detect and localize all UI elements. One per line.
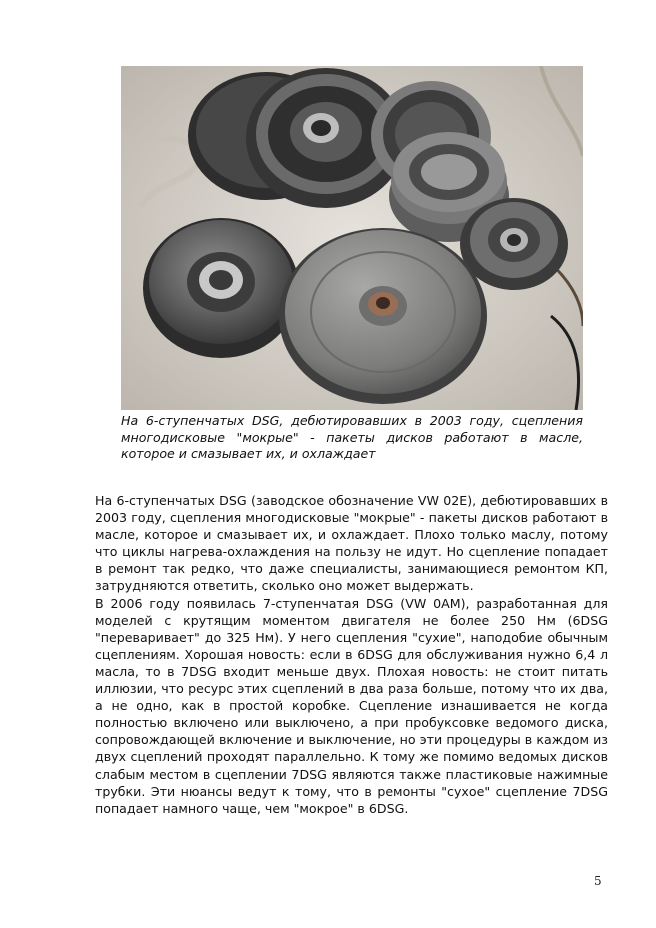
article-body <box>95 492 608 817</box>
clutch-photo <box>121 66 583 410</box>
paragraph-7dsg: В 2006 году появилась 7-ступенчатая DSG (VW 0AM), разработанная для моделей с крутящим моментом двигателя не более 250 Нм (6DSG "переваривает" до 325 Нм). У него сцепления "сухие", наподобие обычным сцеплениям. Хорошая новость: если в 6DSG для обслуживания нужно 6,4 л масла, то в 7DSG входит меньше двух. Плохая новость: не стоит питать иллюзии, что ресурс этих сцеплений в два раза больше, потому что их два, а не одно, как в простой коробке. Сцепление изнашивается не когда полностью включено или выключено, а при пробуксовке ведомого диска, сопровождающей включение и выключение, но эти процедуры в каждом из двух сцеплений проходят параллельно. К тому же помимо ведомых дисков слабым местом в сцеплении 7DSG являются также пластиковые нажимные трубки. Эти нюансы ведут к тому, что в ремонты "сухое" сцепление 7DSG попадает намного чаще, чем "мокрое" в 6DSG. <box>95 595 608 816</box>
page-number: 5 <box>594 874 602 888</box>
clutch-packs-photo-icon <box>121 66 583 410</box>
paragraph-6dsg: На 6-ступенчатых DSG (заводское обозначение VW 02E), дебютировавших в 2003 году, сцепления многодисковые "мокрые" - пакеты дисков работают в масле, которое и смазывает их, и охлаждает. Плохо только маслу, потому что циклы нагрева-охлаждения на пользу не идут. Но сцепление попадает в ремонт так редко, что даже специалисты, занимающиеся ремонтом КП, затрудняются ответить, сколько оно может выдержать. <box>95 493 608 594</box>
figure-caption: На 6-ступенчатых DSG, дебютировавших в 2003 году, сцепления многодисковые "мокрые" - пакеты дисков работают в масле, которое и смазывает их, и охлаждает <box>121 413 583 461</box>
